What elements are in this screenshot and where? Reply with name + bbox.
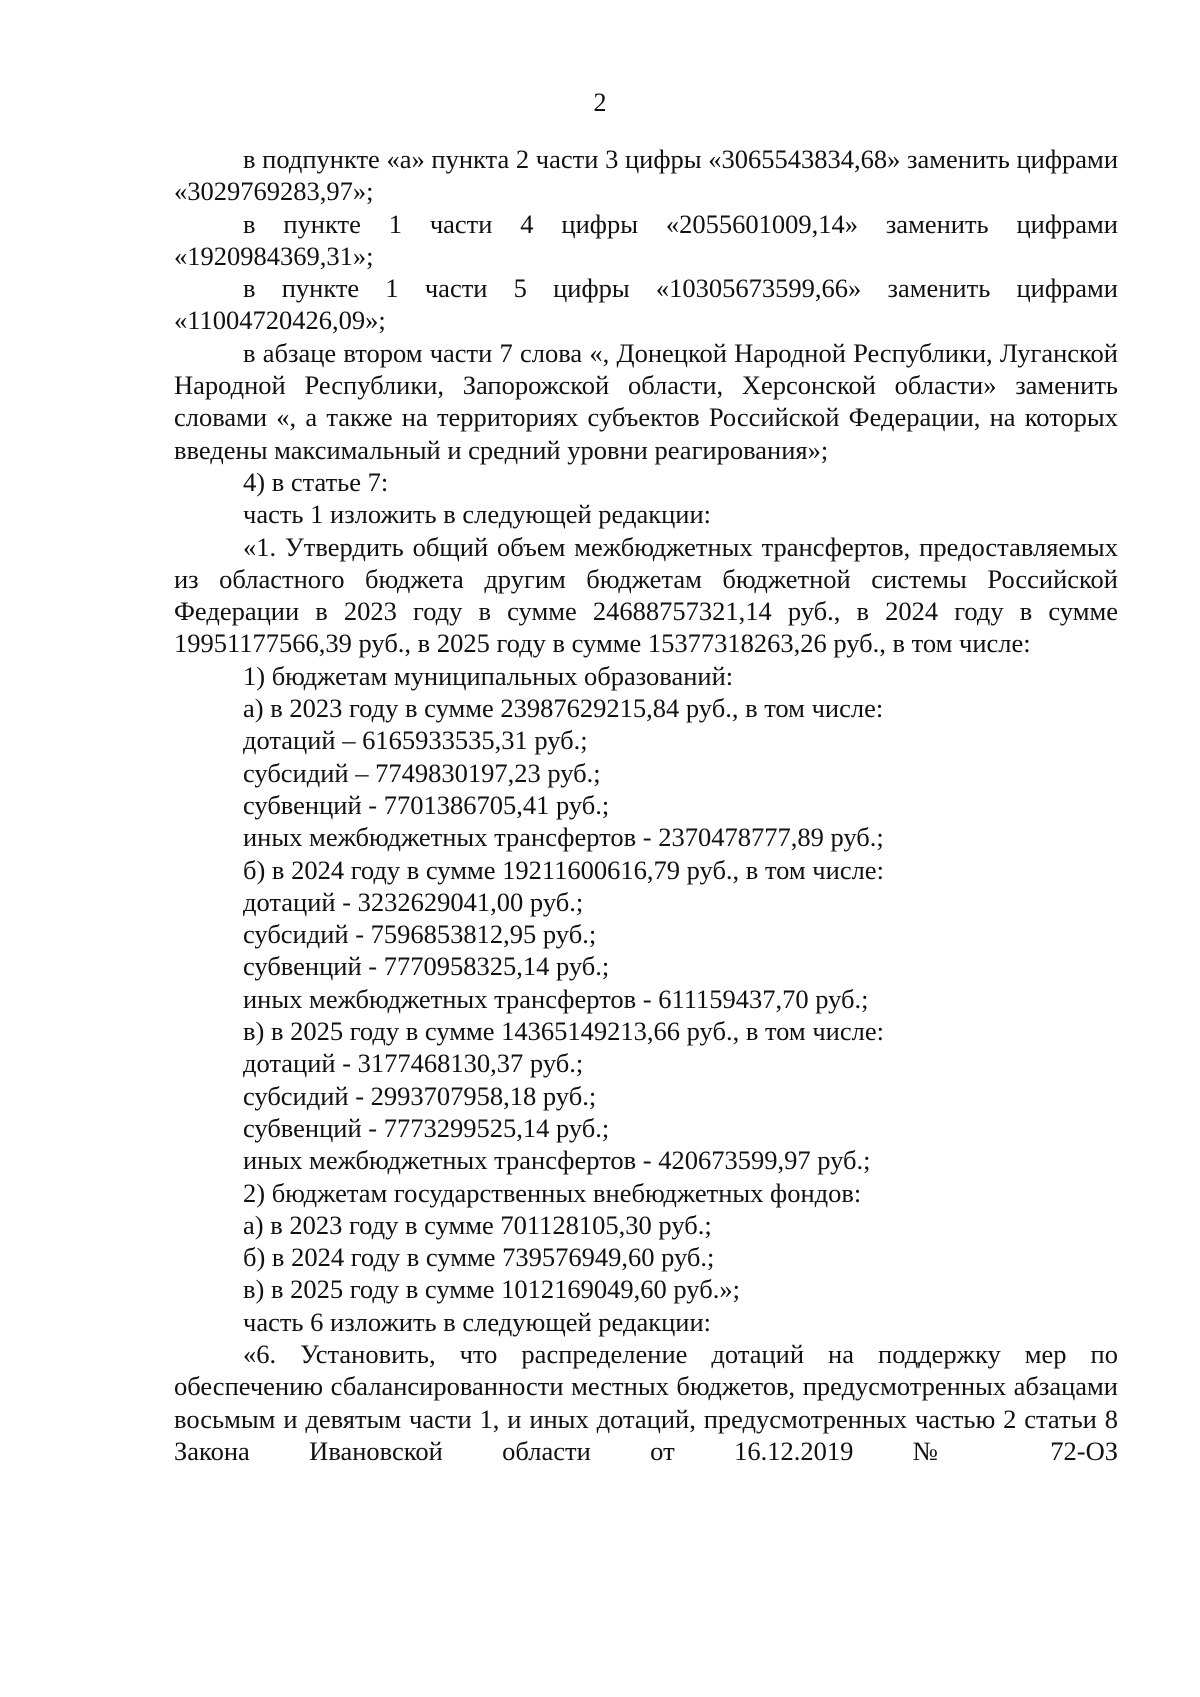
list-item-2025-subsidies: субсидий - 2993707958,18 руб.; (243, 1080, 597, 1111)
paragraph-part-7-words: в абзаце втором части 7 слова «, Донецкой Народной Республики, Луганской Народной Республики, Запорожской области, Херсонской области» заменить словами «, а также на территориях субъектов Российской Федерации, на которых введены максимальный и средний уровни реагирования»; (174, 337, 1118, 465)
list-item-2024-dotations: дотаций - 3232629041,00 руб.; (243, 886, 584, 917)
paragraph-part-6-intro: часть 6 изложить в следующей редакции: (243, 1306, 711, 1337)
list-item-extrabudgetary-funds: 2) бюджетам государственных внебюджетных фондов: (243, 1177, 862, 1208)
list-item-funds-2024: б) в 2024 году в сумме 739576949,60 руб.; (243, 1242, 715, 1273)
list-item-2024-subventions: субвенций - 7770958325,14 руб.; (243, 951, 610, 982)
list-item-2023-total: а) в 2023 году в сумме 23987629215,84 руб., в том числе: (243, 693, 884, 724)
paragraph-subpoint-a-part-3: в подпункте «а» пункта 2 части 3 цифры «3065543834,68» заменить цифрами «3029769283,97»; (174, 144, 1118, 207)
list-item-2024-total: б) в 2024 году в сумме 19211600616,79 руб., в том числе: (243, 854, 884, 885)
page-number: 2 (593, 88, 607, 117)
list-item-funds-2023: а) в 2023 году в сумме 701128105,30 руб.; (243, 1209, 712, 1240)
paragraph-point-1-part-5: в пункте 1 части 5 цифры «10305673599,66» заменить цифрами «11004720426,09»; (174, 273, 1118, 336)
paragraph-article-7-heading: 4) в статье 7: (243, 466, 389, 497)
list-item-funds-2025: в) в 2025 году в сумме 1012169049,60 руб.»; (243, 1274, 740, 1305)
list-item-2025-dotations: дотаций - 3177468130,37 руб.; (243, 1048, 584, 1079)
list-item-2023-dotations: дотаций – 6165933535,31 руб.; (243, 725, 588, 756)
list-item-2023-subsidies: субсидий – 7749830197,23 руб.; (243, 757, 601, 788)
list-item-2024-subsidies: субсидий - 7596853812,95 руб.; (243, 919, 597, 950)
list-item-2025-total: в) в 2025 году в сумме 14365149213,66 руб., в том числе: (243, 1016, 884, 1047)
list-item-2025-other-transfers: иных межбюджетных трансфертов - 420673599,97 руб.; (243, 1145, 871, 1176)
document-body (174, 143, 1118, 1467)
paragraph-point-1-part-4: в пункте 1 части 4 цифры «2055601009,14» заменить цифрами «1920984369,31»; (174, 208, 1118, 271)
list-item-2025-subventions: субвенций - 7773299525,14 руб.; (243, 1112, 610, 1143)
paragraph-part-6-text: «6. Установить, что распределение дотаций на поддержку мер по обеспечению сбалансированности местных бюджетов, предусмотренных абзацами восьмым и девятым части 1, и иных дотаций, предусмотренных частью 2 статьи 8 Закона Ивановской области от 16.12.2019 № 72-ОЗ (174, 1338, 1118, 1466)
list-item-2023-other-transfers: иных межбюджетных трансфертов - 2370478777,89 руб.; (243, 822, 884, 853)
paragraph-part-1-text: «1. Утвердить общий объем межбюджетных трансфертов, предоставляемых из областного бюджета другим бюджетам бюджетной системы Российской Федерации в 2023 году в сумме 24688757321,14 руб., в 2024 году в сумме 19951177566,39 руб., в 2025 году в сумме 15377318263,26 руб., в том числе: (174, 531, 1118, 659)
paragraph-part-1-intro: часть 1 изложить в следующей редакции: (243, 499, 711, 530)
list-item-municipal-budgets: 1) бюджетам муниципальных образований: (243, 660, 734, 691)
list-item-2024-other-transfers: иных межбюджетных трансфертов - 611159437,70 руб.; (243, 983, 869, 1014)
list-item-2023-subventions: субвенций - 7701386705,41 руб.; (243, 789, 610, 820)
